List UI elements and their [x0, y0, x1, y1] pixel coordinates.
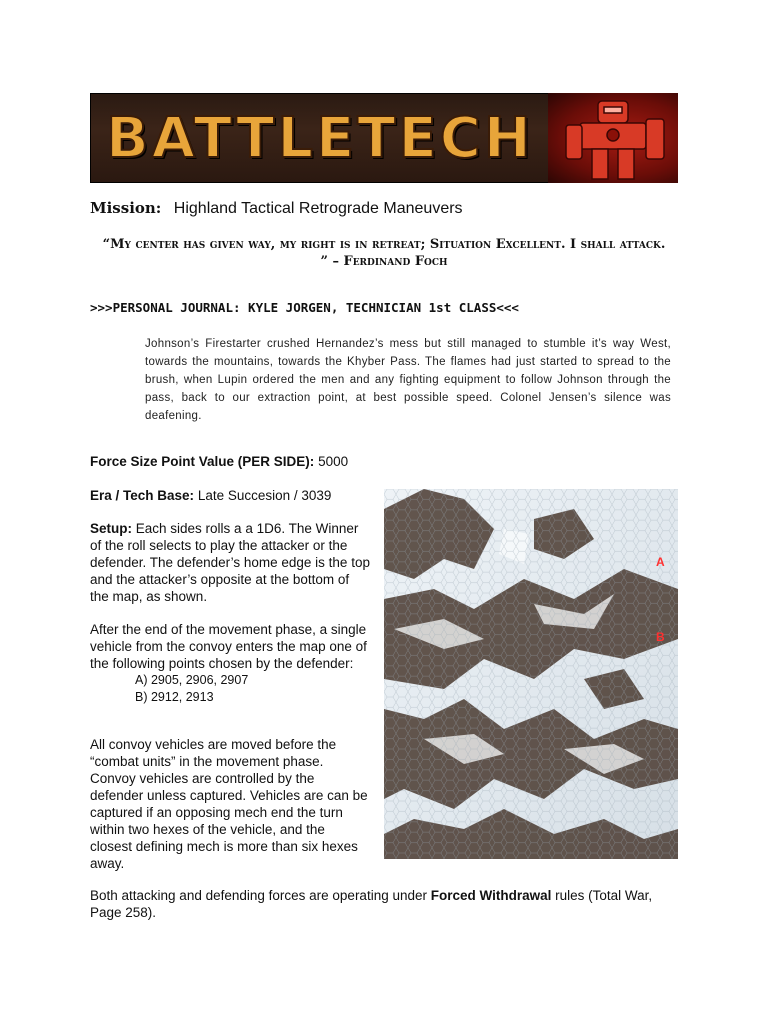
withdrawal-bold: Forced Withdrawal: [430, 888, 552, 903]
entry-option-a: A) 2905, 2906, 2907: [135, 673, 249, 687]
mission-name: Highland Tactical Retrograde Maneuvers: [173, 200, 463, 217]
setup-label: Setup:: [90, 521, 132, 536]
mech-icon: [560, 95, 670, 181]
journal-body: Johnson’s Firestarter crushed Hernandez’s mess but still managed to stumble it’s way West, towards the mountains, towards the Khyber Pass. The flames had just started to spread to the brush, when Lupin ordered the men and any fighting equipment to follow Johnson through the pass, back to our extraction point, at best possible speed. Colonel Jensen’s silence was deafening.: [145, 338, 671, 422]
setup-paragraph: [90, 520, 370, 605]
era-value: Late Succesion / 3039: [197, 488, 332, 503]
banner-title: BATTLETECH: [106, 106, 534, 171]
journal-heading: >>>PERSONAL JOURNAL: KYLE JORGEN, TECHNICIAN 1st CLASS<<<: [90, 300, 519, 315]
force-size-row: [90, 453, 690, 470]
withdrawal-paragraph: [90, 887, 680, 921]
convoy-rules-paragraph: All convoy vehicles are moved before the “combat units” in the movement phase. Convoy vehicles are controlled by the defender unless captured. Vehicles are can be captured if an opposing mech end the turn within two hexes of the vehicle, and the closest defining mech is more than six hexes away.: [90, 737, 368, 871]
map-label-a: A: [656, 555, 665, 569]
convoy-entry-text: After the end of the movement phase, a single vehicle from the convoy enters the map one of the following points chosen by the defender:: [90, 622, 367, 671]
era-label: Era / Tech Base:: [90, 488, 195, 503]
convoy-entry-paragraph: [90, 621, 370, 706]
mission-row: [90, 199, 463, 218]
entry-option-b: B) 2912, 2913: [135, 690, 214, 704]
battletech-banner: [90, 93, 678, 183]
setup-text: Each sides rolls a a 1D6. The Winner of the roll selects to play the attacker or the defender. The defender’s home edge is the top and the attacker’s opposite at the bottom of the map, as shown.: [90, 521, 370, 604]
force-size-value: 5000: [318, 454, 349, 469]
force-size-label: Force Size Point Value (PER SIDE):: [90, 454, 315, 469]
mission-label: Mission:: [90, 199, 162, 217]
foch-quote: “My center has given way, my right is in retreat; Situation Excellent. I shall attack. ” – Ferdinand Foch: [102, 237, 666, 269]
terrain-map-art: [384, 489, 678, 859]
withdrawal-prefix: Both attacking and defending forces are operating under: [90, 888, 431, 903]
withdrawal-suffix: rules (Total War, Page 258).: [90, 888, 653, 920]
terrain-map: [384, 489, 678, 859]
map-label-b: B: [656, 630, 665, 644]
